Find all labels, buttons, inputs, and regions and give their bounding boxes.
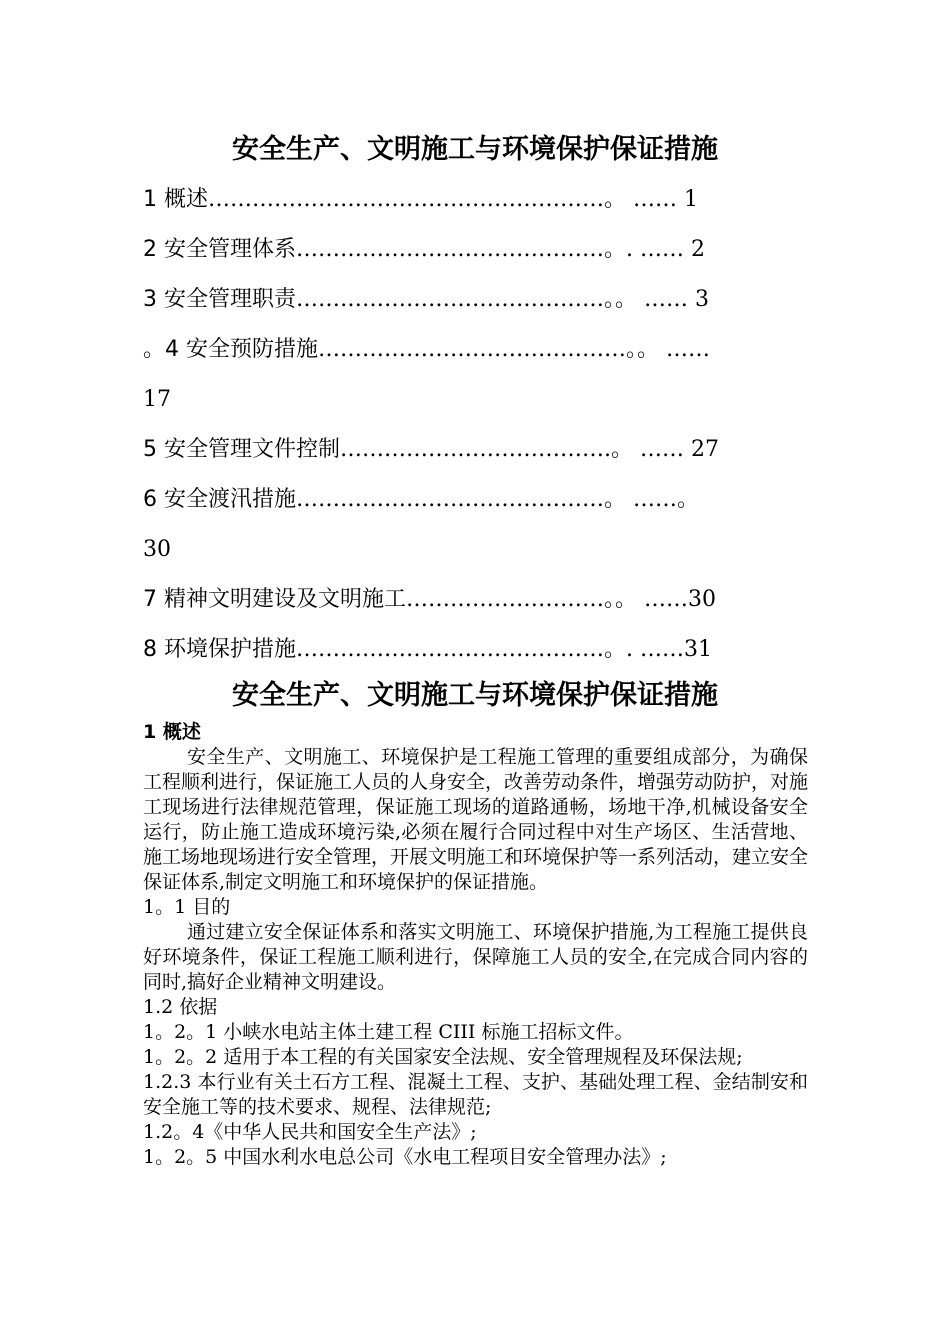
toc-entry-page: 30 [688,587,716,612]
toc-entry-text: 。4 安全预防措施 [143,337,318,362]
basis-item: 1.2。4《中华人民共和国安全生产法》; [143,1121,477,1143]
toc-entry-text: 1 概述 [143,187,208,212]
toc-entry[interactable] [143,275,709,325]
basis-item: 1。2。2 适用于本工程的有关国家安全法规、安全管理规程及环保法规; [143,1046,743,1068]
toc-entry-page: 3 [695,287,709,312]
toc-entry-text: 7 精神文明建设及文明施工 [143,587,406,612]
subsection-heading-purpose: 1。1 目的 [143,896,231,918]
document-title: 安全生产、文明施工与环境保护保证措施 [232,680,718,711]
toc-entry-page: 1 [684,187,698,212]
toc-entry-leader: ……………………………………。 ……。 [296,487,699,512]
toc-entry[interactable] [143,175,698,225]
toc-entry-leader: ………………………。。 …… [406,587,688,612]
toc-entry-leader: ……………………………….。 …… [340,437,684,462]
toc-entry-leader: ……………………………………。. …… [296,237,684,262]
paragraph-intro: 安全生产、文明施工、环境保护是工程施工管理的重要组成部分，为确保工程顺利进行，保证施工人员的人身安全，改善劳动条件，增强劳动防护，对施工现场进行法律规范管理，保证施工现场的道路通畅，场地干净,机械设备安全运行，防止施工造成环境污染,必须在履行合同过程中对生产场区、生活营地、施工场地现场进行安全管理，开展文明施工和环境保护等一系列活动，建立安全保证体系,制定文明施工和环境保护的保证措施。 [143,746,809,893]
toc-entry-page: 27 [691,437,719,462]
toc-entry-text: 8 环境保护措施 [143,637,296,662]
toc-entry-leader: ………………………………………………。 …… [208,187,677,212]
toc-entry-leader: ……………………………………。. …… [296,637,684,662]
toc-entry[interactable] [143,475,699,525]
toc-entry-leader: ……………………………………。。 …… [318,337,710,362]
toc-entry-text: 6 安全渡汛措施 [143,487,296,512]
toc-title: 安全生产、文明施工与环境保护保证措施 [232,134,718,165]
basis-item: 1.2.3 本行业有关土石方工程、混凝土工程、支护、基础处理工程、金结制安和安全施工等的技术要求、规程、法律规范; [143,1071,808,1118]
basis-item: 1。2。1 小峡水电站主体土建工程 CIII 标施工招标文件。 [143,1021,634,1043]
toc-entry [143,525,171,575]
toc-entry-page: 2 [691,237,705,262]
toc-entry[interactable] [143,425,719,475]
paragraph-purpose: 通过建立安全保证体系和落实文明施工、环境保护措施,为工程施工提供良好环境条件，保证工程施工顺利进行，保障施工人员的安全,在完成合同内容的同时,搞好企业精神文明建设。 [143,921,808,993]
toc-entry-page: 30 [143,537,171,562]
toc-entry-text: 5 安全管理文件控制 [143,437,340,462]
basis-item: 1。2。5 中国水利水电总公司《水电工程项目安全管理办法》; [143,1146,667,1168]
toc-entry-text: 2 安全管理体系 [143,237,296,262]
section-heading: 1 概述 [143,721,201,743]
toc-entry-page: 31 [684,637,712,662]
toc-entry[interactable] [143,625,712,675]
toc-entry[interactable] [143,225,705,275]
toc-entry [143,375,171,425]
toc-entry-text: 3 安全管理职责 [143,287,296,312]
toc-entry[interactable] [143,575,716,625]
document-body [143,720,808,1170]
toc-entry-leader: ……………………………………。。 …… [296,287,688,312]
toc-entry-page: 17 [143,387,171,412]
subsection-heading-basis: 1.2 依据 [143,996,218,1018]
toc-entry[interactable] [143,325,710,375]
